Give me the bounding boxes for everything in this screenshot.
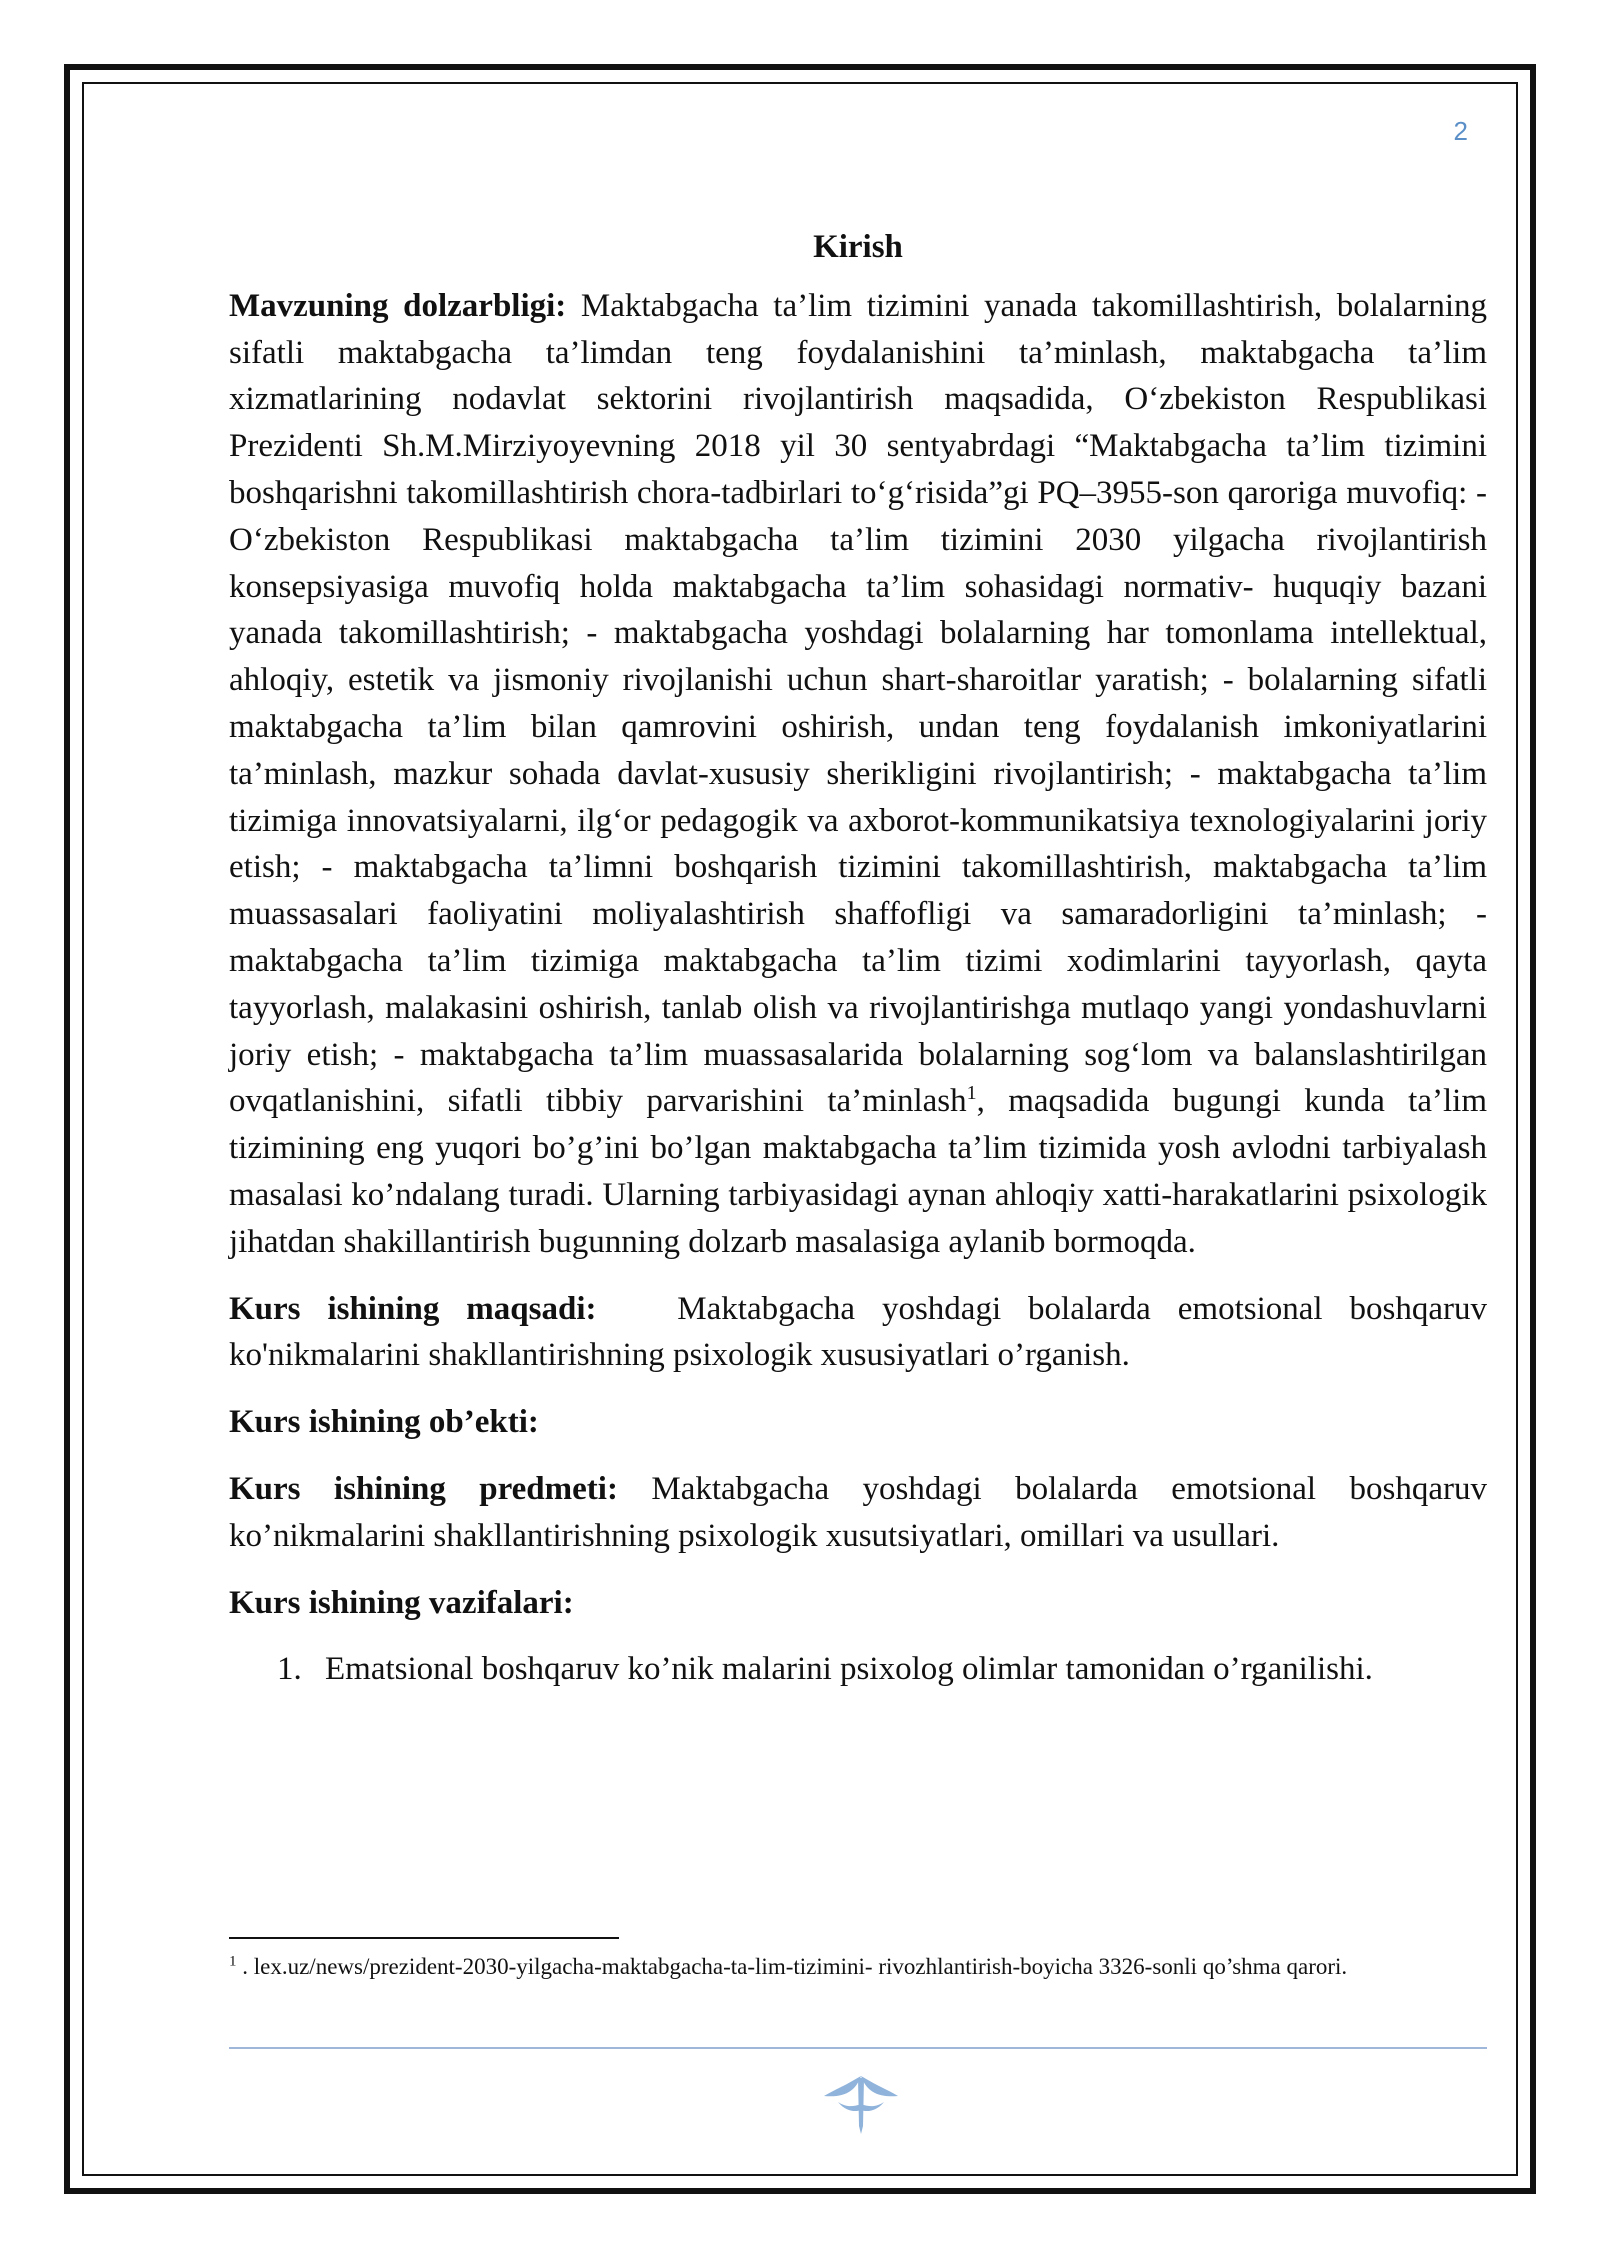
list-item-number: 1.: [277, 1651, 302, 1688]
list-item: [229, 1646, 1487, 1693]
dolzarbligi-text-b: , maqsadida bugungi kunda ta’lim tizimining eng yuqori bo’g’ini bo’lgan maktabgacha ta’lim tizimida yosh avlodni tarbiyalash masalasi ko’ndalang turadi. Ularning tarbiyasidagi aynan ahloqiy xatti-harakatlarini psixologik jihatdan shakillantirish bugunning dolzarb masalasiga aylanib bormoqda.: [229, 1083, 1487, 1260]
maqsadi-text: Maktabgacha yoshdagi bolalarda emotsional boshqaruv ko'nikmalarini shakllantirishning psixologik xususiyatlari o’rganish.: [229, 1290, 1496, 1374]
footnote: [229, 1950, 1487, 1984]
tasks-list: [229, 1646, 1487, 1693]
predmeti-text: Maktabgacha yoshdagi bolalarda emotsional boshqaruv ko’nikmalarini shakllantirishning psixologik xusutsiyatlari, omillari va usullari.: [229, 1470, 1487, 1554]
list-item-text: Ematsional boshqaruv ko’nik malarini psixolog olimlar tamonidan o’rganilishi.: [325, 1651, 1373, 1688]
footnote-mark: 1: [229, 1953, 237, 1970]
obekti-paragraph: [229, 1399, 1487, 1446]
dolzarbligi-label: Mavzuning dolzarbligi:: [229, 287, 567, 324]
footnote-text: . lex.uz/news/prezident-2030-yilgacha-maktabgacha-ta-lim-tizimini- rivozhlantirish-boyicha 3326-sonli qo’shma qarori.: [236, 1954, 1348, 1979]
vazifalari-paragraph: [229, 1580, 1487, 1627]
page-number: 2: [1453, 116, 1468, 146]
predmeti-paragraph: [229, 1466, 1487, 1560]
footnote-reference: 1: [966, 1082, 977, 1105]
maqsadi-paragraph: [229, 1286, 1496, 1380]
obekti-label: Kurs ishining ob’ekti:: [229, 1404, 539, 1441]
page-title: Kirish: [813, 229, 903, 265]
predmeti-label: Kurs ishining predmeti:: [229, 1470, 618, 1507]
document-body: [229, 224, 1496, 1693]
dolzarbligi-paragraph: [229, 283, 1487, 1266]
vazifalari-label: Kurs ishining vazifalari:: [229, 1584, 574, 1621]
footer-rule: [229, 2047, 1487, 2049]
dolzarbligi-text-a: Maktabgacha ta’lim tizimini yanada takomillashtirish, bolalarning sifatli maktabgacha ta’limdan teng foydalanishini ta’minlash, maktabgacha ta’lim xizmatlarining nodavlat sektorini rivojlantirish maqsadida, O‘zbekiston Respublikasi Prezidenti Sh.M.Mirziyoyevning 2018 yil 30 sentyabrdagi “Maktabgacha ta’lim tizimini boshqarishni takomillashtirish chora-tadbirlari to‘g‘risida”gi PQ–3955-son qaroriga muvofiq: - O‘zbekiston Respublikasi maktabgacha ta’lim tizimini 2030 yilgacha rivojlantirish konsepsiyasiga muvofiq holda maktabgacha ta’lim sohasidagi normativ- huquqiy bazani yanada takomillashtirish; - maktabgacha yoshdagi bolalarning har tomonlama intellektual, ahloqiy, estetik va jismoniy rivojlanishi uchun shart-sharoitlar yaratish; - bolalarning sifatli maktabgacha ta’lim bilan qamrovini oshirish, undan teng foydalanish imkoniyatlarini ta’minlash, mazkur sohada davlat-xususiy sherikligini rivojlantirish; - maktabgacha ta’lim tizimiga innovatsiyalarni, ilg‘or pedagogik va axborot-kommunikatsiya texnologiyalarini joriy etish; - maktabgacha ta’limni boshqarish tizimini takomillashtirish, maktabgacha ta’lim muassasalari faoliyatini moliyalashtirish shaffofligi va samaradorligini ta’minlash; - maktabgacha ta’lim tizimiga maktabgacha ta’lim tizimi xodimlarini tayyorlash, qayta tayyorlash, malakasini oshirish, tanlab olish va rivojlantirishga mutlaqo yangi yondashuvlarni joriy etish; - maktabgacha ta’lim muassasalarida bolalarning sog‘lom va balanslashtirilgan ovqatlanishini, sifatli tibbiy parvarishini ta’minlash: [229, 287, 1488, 1120]
maqsadi-label: Kurs ishining maqsadi:: [229, 1290, 597, 1327]
footer-ornament-icon: [806, 2068, 916, 2138]
footnote-separator: [229, 1937, 619, 1939]
